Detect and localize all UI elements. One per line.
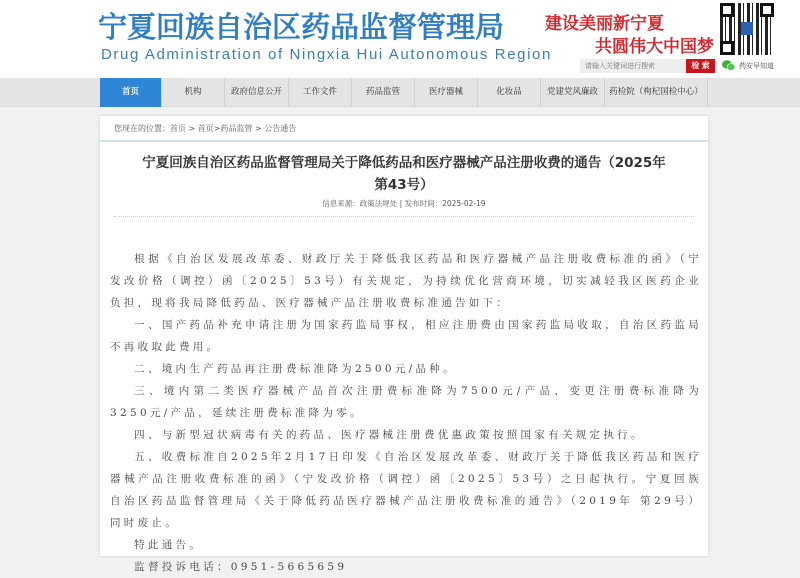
nav-item-drug-inspection[interactable]: 药检院（枸杞国检中心） — [605, 78, 708, 107]
article-meta: 信息来源：政策法规处 | 发布时间：2025-02-19 — [322, 199, 486, 208]
nav-item-cosmetics[interactable]: 化妆品 — [478, 78, 541, 107]
nav-item-medical-devices[interactable]: 医疗器械 — [415, 78, 478, 107]
qr-code-icon — [720, 3, 774, 55]
site-subtitle: Drug Administration of Ningxia Hui Autonomous Region — [101, 46, 552, 63]
wechat-label[interactable]: 药安早知道 — [739, 62, 774, 70]
nav-item-organization[interactable]: 机构 — [162, 78, 225, 107]
nav-item-drug-regulation[interactable]: 药品监管 — [352, 78, 415, 107]
slogan-line-1: 建设美丽新宁夏 — [545, 14, 664, 34]
slogan-line-2: 共圆伟大中国梦 — [595, 37, 714, 57]
paragraph: 根据《自治区发展改革委、财政厅关于降低我区药品和医疗器械产品注册收费标准的函》（宁发改价格（调控）函〔2025〕53号）有关规定，为持续优化营商环境，切实减轻我区医药企业负担，现将我局降低药品、医疗器械产品注册收费标准通告如下： — [110, 253, 702, 309]
breadcrumb-divider — [100, 140, 708, 142]
complaint-phone: 监督投诉电话：0951-5665659 — [134, 561, 348, 573]
paragraph: 特此通告。 — [134, 539, 204, 551]
article-container — [100, 116, 708, 573]
article-title: 宁夏回族自治区药品监督管理局关于降低药品和医疗器械产品注册收费的通告（2025年 第43号） — [142, 155, 666, 193]
wechat-icon[interactable] — [722, 60, 735, 71]
breadcrumb[interactable]: 您现在的位置：首页 > 首页>药品监管 > 公告通告 — [114, 124, 297, 133]
paragraph: 二、境内生产药品再注册费标准降为2500元/品种。 — [134, 363, 457, 375]
paragraph: 三、境内第二类医疗器械产品首次注册费标准降为7500元/产品，变更注册费标准降为3250元/产品，延续注册费标准降为零。 — [110, 385, 702, 419]
meta-divider — [114, 216, 694, 217]
search-input[interactable] — [580, 59, 686, 73]
article-body — [110, 248, 702, 578]
paragraph: 一、国产药品补充申请注册为国家药监局事权，相应注册费由国家药监局收取，自治区药监局不再收取此费用。 — [110, 319, 702, 353]
nav-item-party-building[interactable]: 党建党风廉政 — [541, 78, 605, 107]
nav-item-work-docs[interactable]: 工作文件 — [289, 78, 352, 107]
paragraph: 四、与新型冠状病毒有关的药品、医疗器械注册费优惠政策按照国家有关规定执行。 — [134, 429, 645, 441]
main-nav — [0, 78, 800, 107]
site-header — [0, 0, 800, 78]
paragraph: 五、收费标准自2025年2月17日印发《自治区发展改革委、财政厅关于降低我区药品和医疗器械产品注册收费标准的函》（宁发改价格（调控）函〔2025〕53号）之日起执行。宁夏回族自治区药品监督管理局《关于降低药品医疗器械产品注册收费标准的通告》（2019年 第29号）同时废止。 — [110, 451, 702, 529]
nav-item-gov-info[interactable]: 政府信息公开 — [225, 78, 289, 107]
site-title[interactable]: 宁夏回族自治区药品监督管理局 — [98, 10, 505, 44]
nav-item-home[interactable]: 首页 — [100, 78, 162, 107]
search-button[interactable]: 检 索 — [686, 59, 715, 73]
